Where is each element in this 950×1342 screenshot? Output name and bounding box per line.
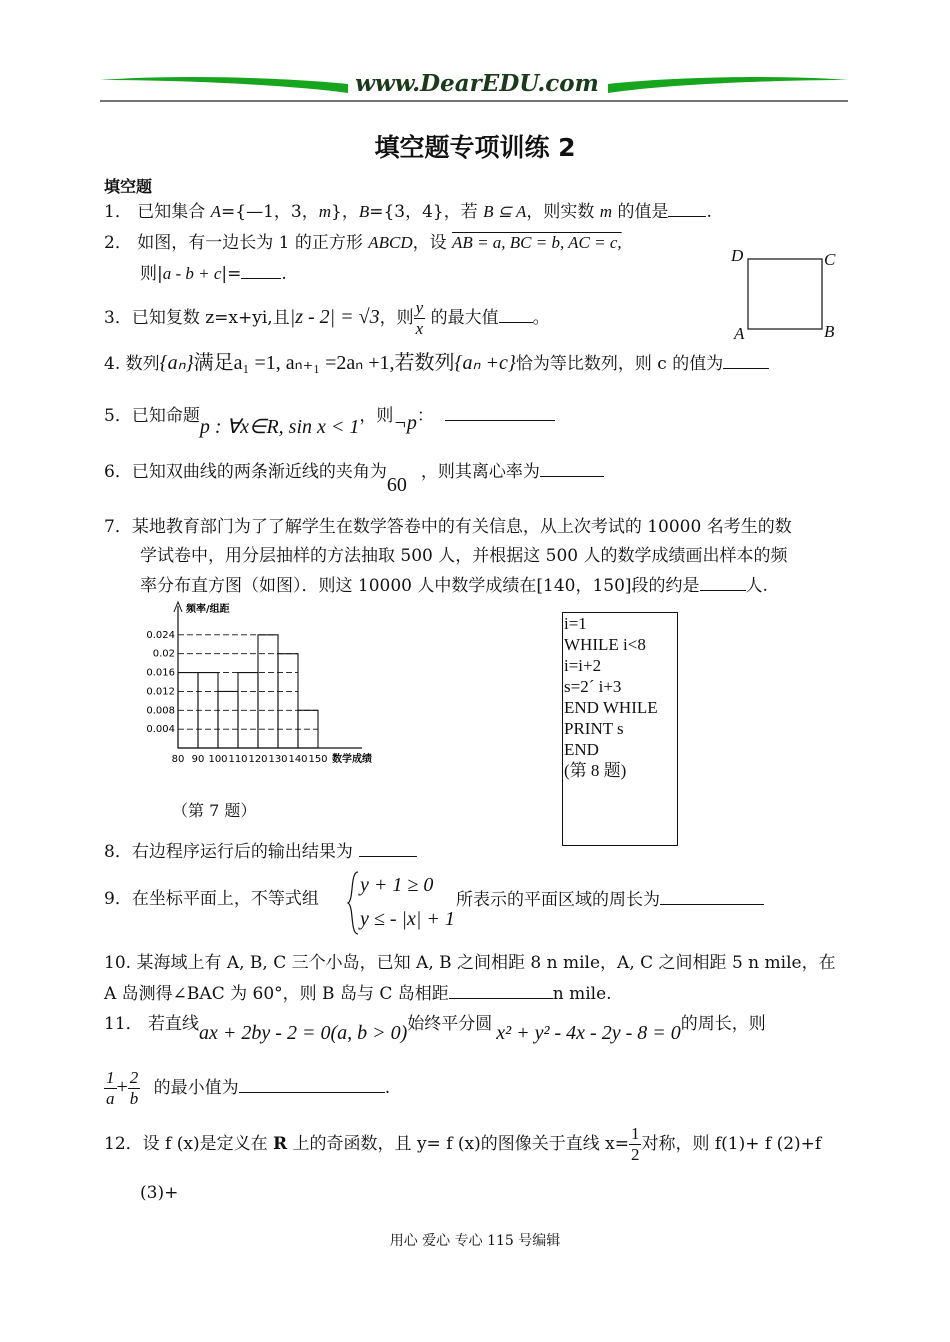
answer-blank[interactable]	[241, 262, 281, 279]
question-9-tail: 所表示的平面区域的周长为	[456, 888, 764, 911]
code-line: END WHILE	[564, 698, 658, 717]
square-figure	[726, 246, 856, 346]
question-10-line1: 10. 某海域上有 A, B, C 三个小岛，已知 A, B 之间相距 8 n mile，A, C 之间相距 5 n mile，在	[104, 953, 836, 973]
code-line: i=i+2	[564, 656, 602, 675]
fraction-1-over-a: $\frac{1}{a}$	[106, 1068, 115, 1108]
question-10-line2: A 岛测得∠BAC 为 60°，则 B 岛与 C 岛相距 n mile.	[104, 984, 612, 1004]
x-tick-label: 80	[171, 754, 185, 765]
section-heading: 填空题	[104, 177, 153, 196]
code-line: s=2´ i+3	[564, 677, 622, 696]
question-7-line2: 学试卷中，用分层抽样的方法抽取 500 人，并根据这 500 人的数学成绩画出样本的频	[140, 546, 788, 566]
site-logo: www.DearEDU.com	[355, 70, 599, 97]
chart-caption: （第 7 题）	[172, 801, 257, 820]
answer-blank[interactable]	[499, 306, 533, 323]
page-title: 填空题专项训练 2	[374, 133, 576, 162]
question-8: 8．右边程序运行后的输出结果为	[104, 840, 417, 863]
x-tick-label: 120	[248, 754, 268, 765]
question-11-line2: $\frac{1}{a}$ + $\frac{2}{b}$ 的最小值为 .	[106, 1068, 391, 1108]
label-C: C	[824, 250, 836, 269]
inequality-2: y ≤ - |x| + 1	[360, 908, 455, 930]
answer-blank[interactable]	[359, 840, 417, 857]
label-B: B	[824, 322, 835, 341]
answer-blank[interactable]	[700, 574, 746, 591]
question-6: 6．已知双曲线的两条渐近线的夹角为60，则其离心率为	[104, 460, 604, 483]
question-1: 1． 已知集合 A={—1，3，m}，B={3，4}，若 B ⊆ A，则实数 m 的值是 .	[104, 202, 712, 222]
answer-blank[interactable]	[660, 888, 764, 905]
x-tick-label: 110	[228, 754, 248, 765]
y-tick-label: 0.008	[146, 705, 175, 717]
question-7-line1: 7．某地教育部门为了了解学生在数学答卷中的有关信息，从上次考试的 10000 名考生的数	[104, 517, 792, 537]
page-footer: 用心 爱心 专心 115 号编辑	[389, 1233, 561, 1249]
x-tick-label: 130	[268, 754, 288, 765]
label-D: D	[731, 246, 744, 265]
code-line: WHILE i<8	[564, 635, 646, 654]
answer-blank[interactable]	[723, 352, 769, 369]
question-11: 11． 若直线ax + 2by - 2 = 0(a, b > 0)始终平分圆 x² + y² - 4x - 2y - 8 = 0的周长，则	[104, 1014, 766, 1044]
fraction-1-over-2: $\frac{1}{2}$	[630, 1124, 640, 1164]
x-tick-label: 140	[288, 754, 308, 765]
answer-blank[interactable]	[445, 404, 555, 421]
code-line: PRINT s	[564, 719, 624, 738]
inequality-1: y + 1 ≥ 0	[360, 874, 434, 896]
y-tick-label: 0.012	[146, 686, 175, 698]
histogram-chart	[140, 596, 420, 772]
question-7-line3: 率分布直方图（如图）．则这 10000 人中数学成绩在[140，150]段的约是 人.	[140, 576, 768, 596]
header-banner	[100, 70, 848, 104]
y-tick-label: 0.024	[146, 629, 175, 641]
code-line: END	[564, 740, 599, 759]
histogram-bar	[218, 691, 238, 748]
x-tick-label: 100	[208, 754, 228, 765]
answer-blank[interactable]	[449, 982, 553, 999]
x-tick-label: 150	[308, 754, 328, 765]
inequality-system	[346, 870, 455, 936]
code-line: i=1	[564, 614, 587, 633]
question-2: 2． 如图，有一边长为 1 的正方形 ABCD，设 AB = a, BC = b, AC = c,	[104, 233, 622, 253]
label-A: A	[734, 324, 745, 343]
question-2-line2: 则|a - b + c|= .	[140, 264, 287, 284]
answer-blank[interactable]	[540, 460, 604, 477]
question-9: 9．在坐标平面上，不等式组	[104, 889, 319, 909]
question-12: 12．设 f (x)是定义在 R 上的奇函数，且 y= f (x)的图像关于直线 x= $\frac{1}{2}$ 对称，则 f(1)+ f (2)+f	[104, 1124, 822, 1164]
y-tick-label: 0.016	[146, 667, 175, 679]
x-tick-label: 90	[191, 754, 205, 765]
answer-blank[interactable]	[668, 200, 706, 217]
x-axis-label: 数学成绩	[332, 754, 372, 765]
program-code-box	[562, 612, 678, 846]
question-3: 3．已知复数 z=x+yi,且|z - 2| = √3，则 $\frac{y}{x}$ 的最大值 。	[104, 298, 550, 338]
fraction-2-over-b: $\frac{2}{b}$	[129, 1068, 139, 1108]
answer-blank[interactable]	[239, 1076, 385, 1093]
question-12-line2: (3)+	[140, 1183, 179, 1203]
histogram-bar	[278, 654, 298, 748]
code-line: (第 8 题)	[564, 761, 627, 780]
fraction-y-over-x: $\frac{y}{x}$	[415, 298, 424, 338]
question-5: 5．已知命题p : ∀x∈R, sin x < 1，则¬p：	[104, 404, 555, 427]
y-tick-label: 0.004	[146, 724, 175, 736]
y-tick-label: 0.02	[152, 648, 175, 660]
question-4: 4. 数列{aₙ}满足a₁ =1, aₙ₊₁ =2aₙ +1,若数列{aₙ +c}恰为等比数列，则 c 的值为	[104, 352, 769, 375]
y-axis-label: 频率/组距	[186, 604, 230, 615]
